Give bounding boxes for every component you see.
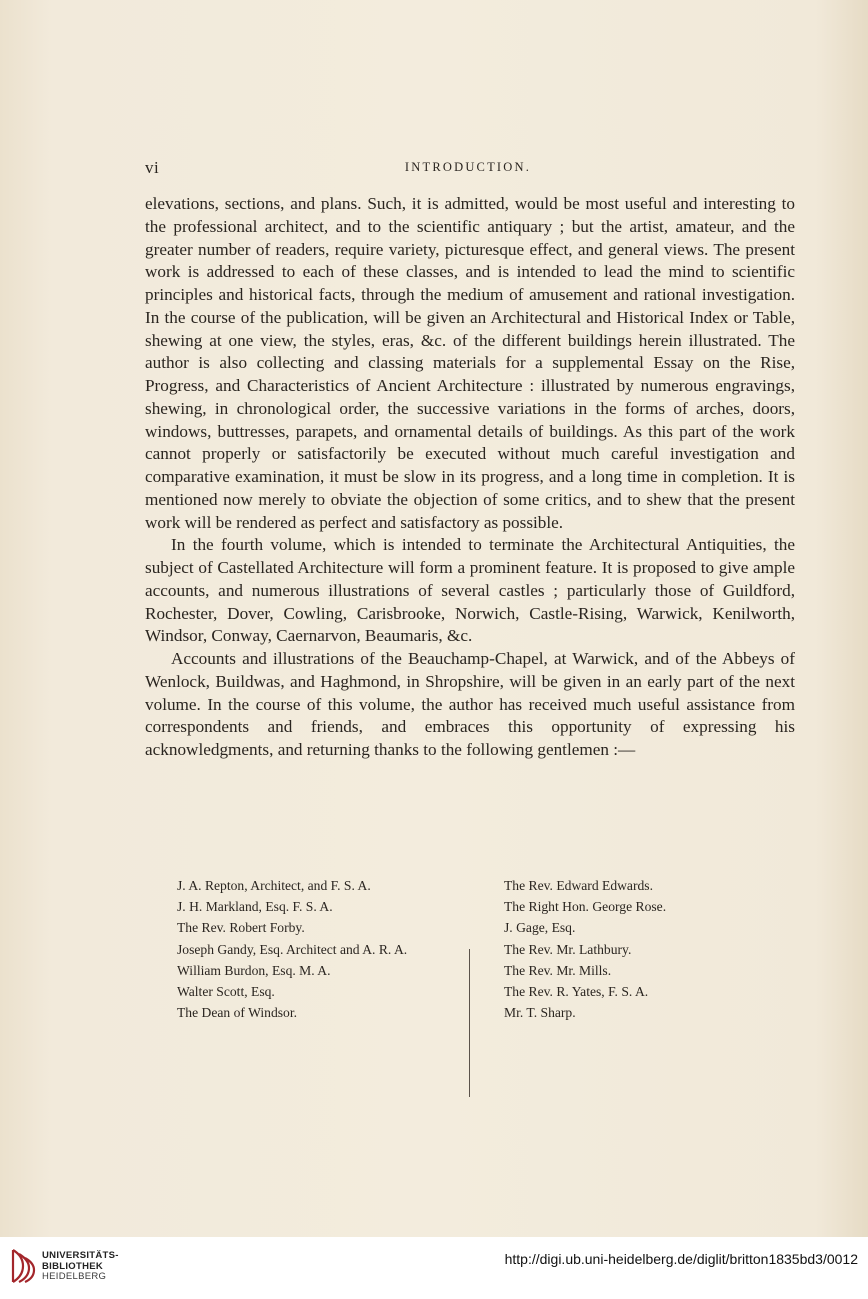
library-line: HEIDELBERG	[42, 1271, 107, 1282]
list-item: The Rev. Mr. Lathbury.	[504, 941, 632, 957]
list-item: The Right Hon. George Rose.	[504, 899, 667, 915]
list-item: The Rev. Mr. Mills.	[504, 962, 612, 978]
page-number: vi	[145, 158, 160, 177]
column-divider	[469, 949, 470, 1097]
library-logo-icon	[10, 1246, 36, 1286]
body-text	[145, 193, 795, 762]
acknowledgments-left-column	[177, 875, 462, 1023]
list-item: Walter Scott, Esq.	[177, 984, 275, 1000]
list-item: The Rev. Edward Edwards.	[504, 878, 653, 893]
paragraph: In the fourth volume, which is intended to terminate the Architectural Antiquities, the subject of Castellated Architecture will form a prominent feature. It is proposed to give ample accounts, and numerous illustrations of several castles ; particularly those of Guildford, Rochester, Dover, Cowling, Carisbrooke, Norwich, Castle-Rising, Warwick, Kenilworth, Windsor, Conway, Caernarvon, Beaumaris, &c.	[145, 535, 795, 646]
list-item: J. Gage, Esq.	[504, 920, 576, 936]
list-item: The Rev. Robert Forby.	[177, 920, 305, 936]
acknowledgments-right-column	[504, 875, 744, 1023]
running-head-title: INTRODUCTION.	[404, 160, 532, 174]
library-name	[42, 1251, 119, 1283]
list-item: Mr. T. Sharp.	[504, 1005, 576, 1021]
running-head	[145, 158, 791, 180]
library-line: UNIVERSITÄTS-	[42, 1250, 119, 1261]
paragraph: elevations, sections, and plans. Such, it is admitted, would be most useful and interesting to the professional architect, and to the scientific antiquary ; but the artist, amateur, and the greater number of readers, require variety, picturesque effect, and general views. The present work is addressed to each of these classes, and is intended to lead the mind to scientific principles and historical facts, through the medium of amusement and rational investigation. In the course of the publication, will be given an Architectural and Historical Index or Table, shewing at one view, the styles, eras, &c. of the different buildings herein illustrated. The author is also collecting and classing materials for a supplemental Essay on the Rise, Progress, and Characteristics of Ancient Architecture : illustrated by numerous engravings, shewing, in chronological order, the successive variations in the forms of arches, doors, windows, buttresses, parapets, and ornamental details of buildings. As this part of the work cannot properly or satisfactorily be executed without much careful investigation and comparative examination, it must be slow in its progress, and a long time in completion. It is mentioned now merely to obviate the objection of some critics, and to shew that the present work will be rendered as perfect and satisfactory as possible.	[145, 194, 795, 532]
list-item: The Dean of Windsor.	[177, 1005, 298, 1021]
permalink-url[interactable]: http://digi.ub.uni-heidelberg.de/diglit/britton1835bd3/0012	[504, 1251, 858, 1267]
list-item: J. A. Repton, Architect, and F. S. A.	[177, 878, 371, 893]
paragraph: Accounts and illustrations of the Beauchamp-Chapel, at Warwick, and of the Abbeys of Wenlock, Buildwas, and Haghmond, in Shropshire, will be given in an early part of the next volume. In the course of this volume, the author has received much useful assistance from correspondents and friends, and embraces this opportunity of expressing his acknowledgments, and returning thanks to the following gentlemen :—	[145, 649, 795, 759]
library-line: BIBLIOTHEK	[42, 1260, 104, 1272]
list-item: William Burdon, Esq. M. A.	[177, 962, 331, 978]
list-item: Joseph Gandy, Esq. Architect and A. R. A.	[177, 941, 408, 957]
list-item: The Rev. R. Yates, F. S. A.	[504, 984, 649, 1000]
list-item: J. H. Markland, Esq. F. S. A.	[177, 899, 333, 915]
viewer-footer	[0, 1237, 868, 1299]
